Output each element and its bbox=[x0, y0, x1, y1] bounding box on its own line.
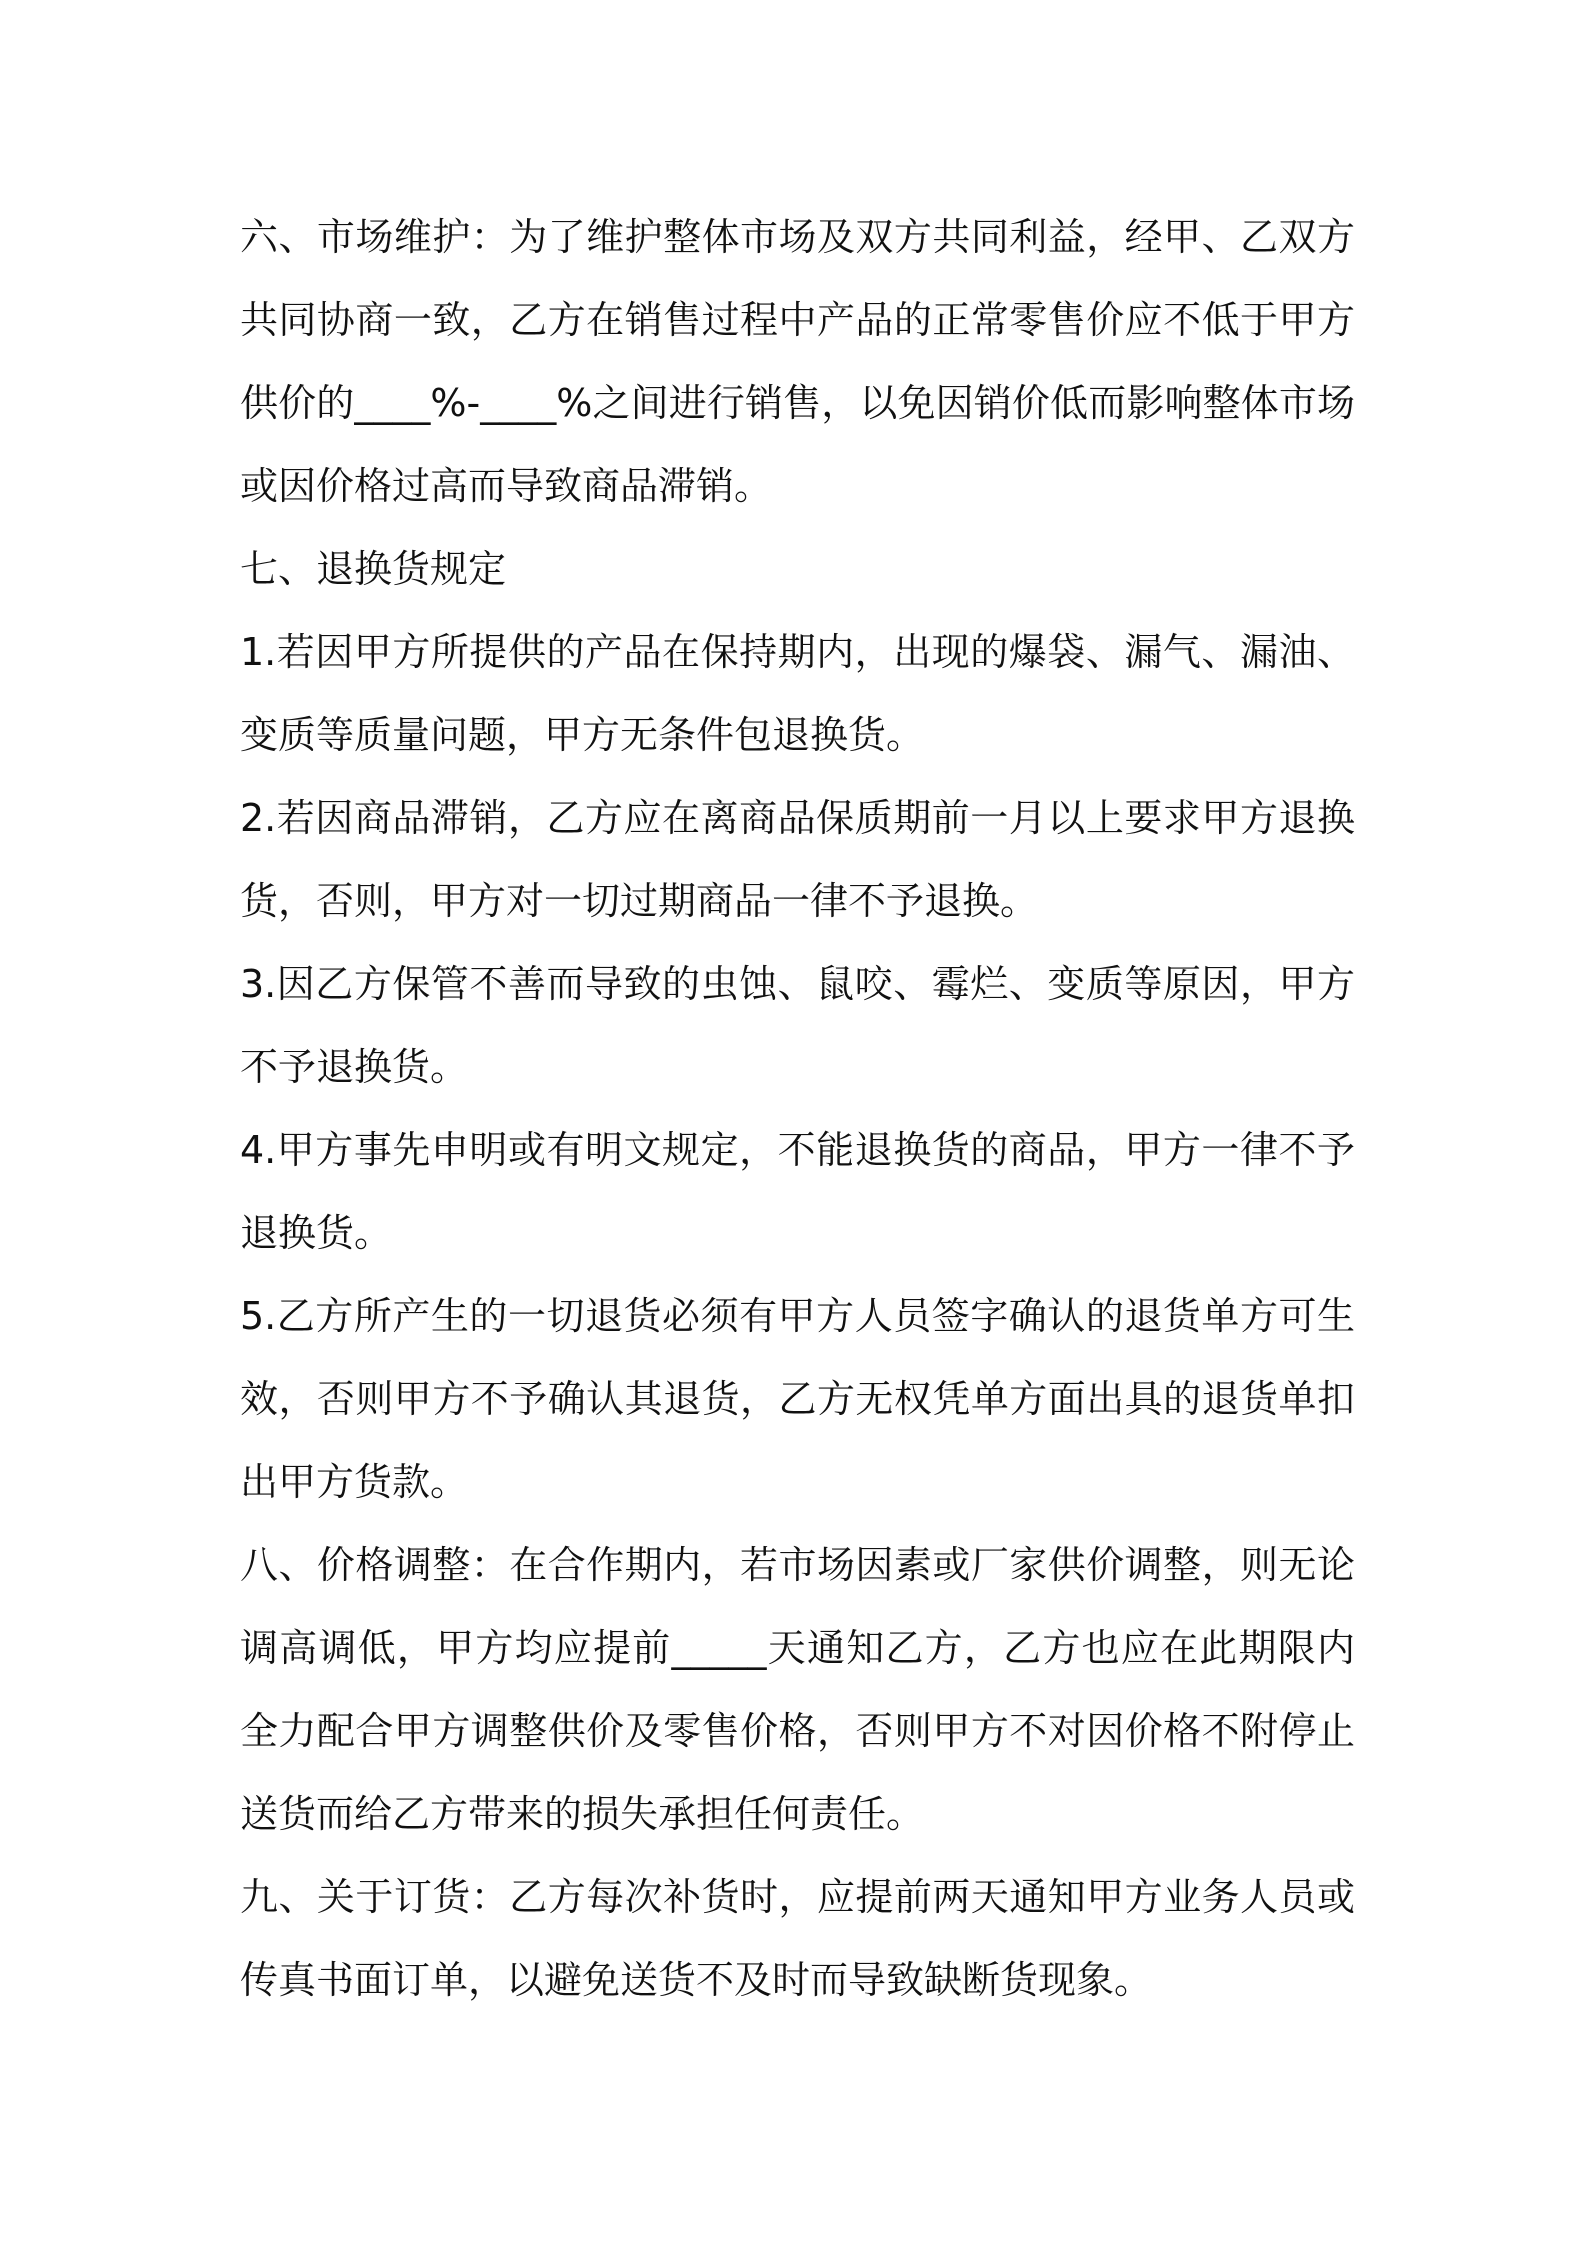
clause-7-item-1: 1.若因甲方所提供的产品在保持期内，出现的爆袋、漏气、漏油、变质等质量问题，甲方无条件包退换货。 bbox=[240, 630, 1355, 757]
clause-7-item-2: 2.若因商品滞销，乙方应在离商品保质期前一月以上要求甲方退换货，否则，甲方对一切过期商品一律不予退换。 bbox=[240, 796, 1355, 923]
clause-9-ordering: 九、关于订货：乙方每次补货时，应提前两天通知甲方业务人员或传真书面订单，以避免送货不及时而导致缺断货现象。 bbox=[240, 1875, 1355, 2002]
clause-6-market-maintenance: 六、市场维护：为了维护整体市场及双方共同利益，经甲、乙双方共同协商一致，乙方在销售过程中产品的正常零售价应不低于甲方供价的____%-____%之间进行销售，以免因销价低而影响整体市场或因价格过高而导致商品滞销。 bbox=[240, 215, 1355, 508]
document-body bbox=[240, 196, 1355, 2022]
clause-7-heading-return-exchange: 七、退换货规定 bbox=[240, 547, 507, 591]
clause-7-item-5: 5.乙方所产生的一切退货必须有甲方人员签字确认的退货单方可生效，否则甲方不予确认其退货，乙方无权凭单方面出具的退货单扣出甲方货款。 bbox=[240, 1294, 1355, 1504]
clause-7-item-4: 4.甲方事先申明或有明文规定，不能退换货的商品，甲方一律不予退换货。 bbox=[240, 1128, 1355, 1255]
clause-7-item-3: 3.因乙方保管不善而导致的虫蚀、鼠咬、霉烂、变质等原因，甲方不予退换货。 bbox=[240, 962, 1355, 1089]
clause-8-price-adjustment: 八、价格调整：在合作期内，若市场因素或厂家供价调整，则无论调高调低，甲方均应提前_____天通知乙方，乙方也应在此期限内全力配合甲方调整供价及零售价格，否则甲方不对因价格不附停止送货而给乙方带来的损失承担任何责任。 bbox=[240, 1543, 1355, 1836]
